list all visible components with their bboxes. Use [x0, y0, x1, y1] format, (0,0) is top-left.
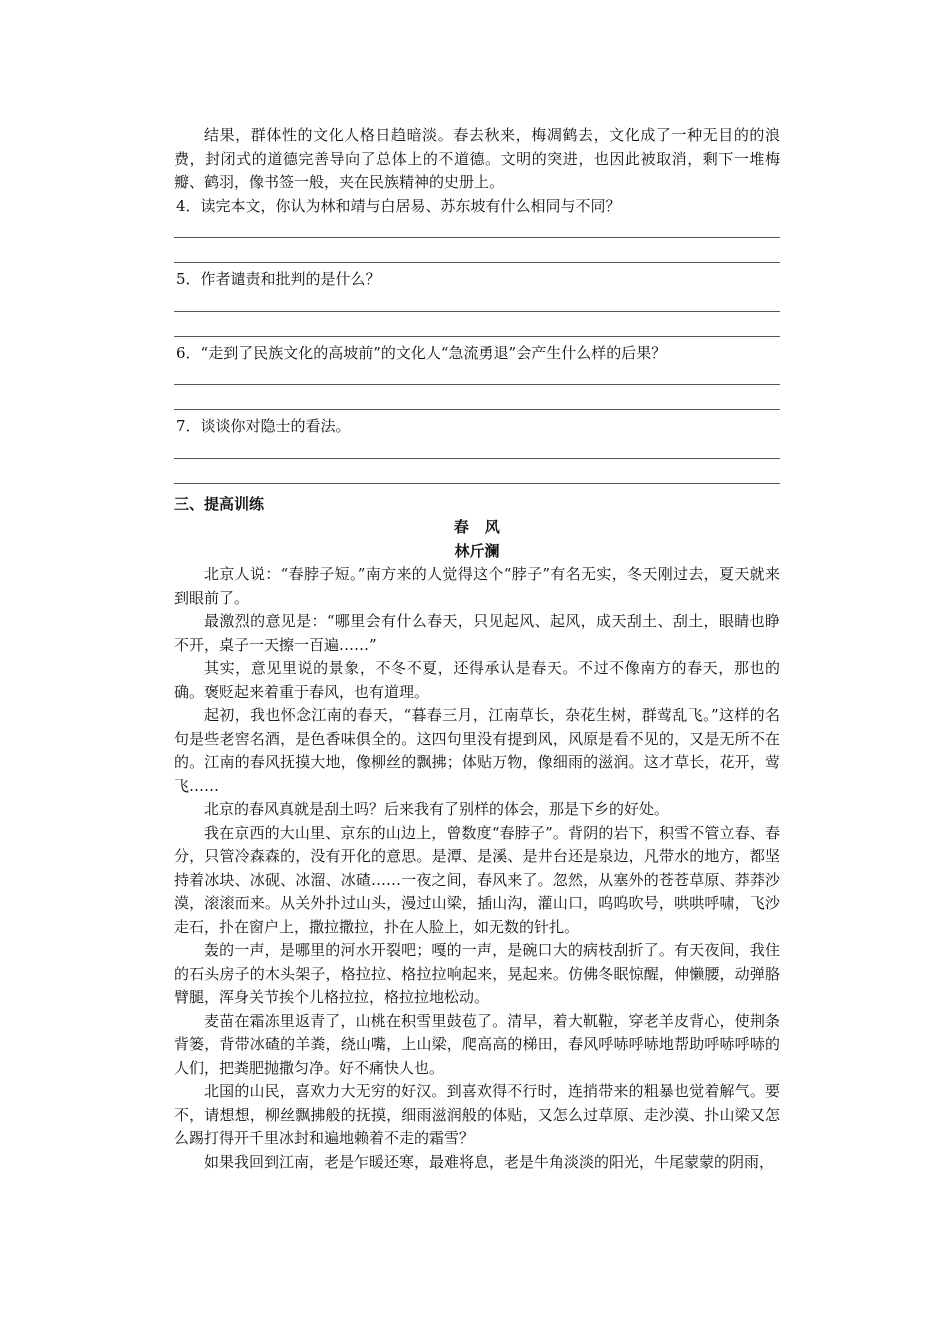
- essay-paragraph: 北京人说：“春脖子短。”南方来的人觉得这个“脖子”有名无实，冬天刚过去，夏天就来到眼前了。: [174, 565, 780, 607]
- essay-paragraph: 我在京西的大山里、京东的山边上，曾数度“春脖子”。背阴的岩下，积雪不管立春、春分，只管冷森森的，没有开化的意思。是潭、是溪、是井台还是泉边，凡带水的地方，都坚持着冰块、冰砚、冰溜、冰碴……一夜之间，春风来了。忽然，从塞外的苍苍草原、莽莽沙漠，滚滚而来。从关外扑过山头，漫过山梁，插山沟，灌山口，呜呜吹号，哄哄呼啸，飞沙走石，扑在窗户上，撒拉撒拉，扑在人脸上，如无数的针扎。: [174, 823, 780, 936]
- answer-line: [174, 483, 780, 484]
- essay-paragraph: 北国的山民，喜欢力大无穷的好汉。到喜欢得不行时，连捎带来的粗暴也觉着解气。要不，请想想，柳丝飘拂般的抚摸，细雨滋润般的体贴，又怎么过草原、走沙漠、扑山梁又怎么踢打得开千里冰封和遍地赖着不走的霜雪？: [174, 1082, 780, 1147]
- essay-author: 林斤澜: [454, 541, 500, 560]
- question-7: 7．谈谈你对隐士的看法。: [176, 417, 351, 435]
- essay-paragraph: 其实，意见里说的景象，不冬不夏，还得承认是春天。不过不像南方的春天，那也的确。褒贬起来着重于春风，也有道理。: [174, 659, 780, 701]
- answer-line: [174, 409, 780, 410]
- answer-lines-5: [174, 292, 780, 342]
- essay-paragraph: 轰的一声，是哪里的河水开裂吧；嘎的一声，是碗口大的病枝刮折了。有天夜间，我住的石头房子的木头架子，格拉拉、格拉拉响起来，晃起来。仿佛冬眠惊醒，伸懒腰，动弹胳臂腿，浑身关节挨个儿格拉拉，格拉拉地松动。: [174, 941, 780, 1006]
- answer-line: [174, 336, 780, 337]
- answer-lines-7: [174, 439, 780, 489]
- answer-line: [174, 384, 780, 385]
- essay-paragraph: 最激烈的意见是：“哪里会有什么春天，只见起风、起风，成天刮土、刮土，眼睛也睁不开，桌子一天擦一百遍……”: [174, 612, 780, 654]
- answer-lines-4: [174, 218, 780, 268]
- answer-lines-6: [174, 365, 780, 415]
- answer-line: [174, 237, 780, 238]
- essay-paragraph: 如果我回到江南，老是乍暖还寒，最难将息，老是牛角淡淡的阳光，牛尾蒙蒙的阴雨，: [204, 1152, 775, 1171]
- essay-paragraph: 起初，我也怀念江南的春天，“暮春三月，江南草长，杂花生树，群莺乱飞。”这样的名句是些老窖名酒，是色香味俱全的。这四句里没有提到风，风原是看不见的，又是无所不在的。江南的春风抚摸大地，像柳丝的飘拂；体贴万物，像细雨的滋润。这才草长，花开，莺飞……: [174, 706, 780, 795]
- section-heading: 三、提高训练: [174, 494, 265, 513]
- question-5: 5．作者谴责和批判的是什么？: [176, 270, 381, 288]
- answer-line: [174, 458, 780, 459]
- question-4: 4．读完本文，你认为林和靖与白居易、苏东坡有什么相同与不同？: [176, 196, 621, 215]
- question-6: 6．“走到了民族文化的高坡前”的文化人“急流勇退”会产生什么样的后果？: [176, 343, 667, 362]
- essay-paragraph: 麦苗在霜冻里返青了，山桃在积雪里鼓苞了。清早，着大靰鞡，穿老羊皮背心，使荆条背篓，背带冰碴的羊粪，绕山嘴，上山梁，爬高高的梯田，春风呼哧呼哧地帮助呼哧呼哧的人们，把粪肥抛撒匀净。好不痛快人也。: [174, 1011, 780, 1077]
- page-content: [174, 124, 780, 1174]
- answer-line: [174, 262, 780, 263]
- essay-paragraph: 北京的春风真就是刮土吗？后来我有了别样的体会，那是下乡的好处。: [204, 800, 670, 818]
- essay-title: 春 风: [453, 518, 501, 536]
- intro-paragraph: 结果，群体性的文化人格日趋暗淡。春去秋来，梅凋鹤去，文化成了一种无目的的浪费，封闭式的道德完善导向了总体上的不道德。文明的突进，也因此被取消，剩下一堆梅瓣、鹤羽，像书签一般，夹在民族精神的史册上。: [174, 126, 780, 191]
- answer-line: [174, 311, 780, 312]
